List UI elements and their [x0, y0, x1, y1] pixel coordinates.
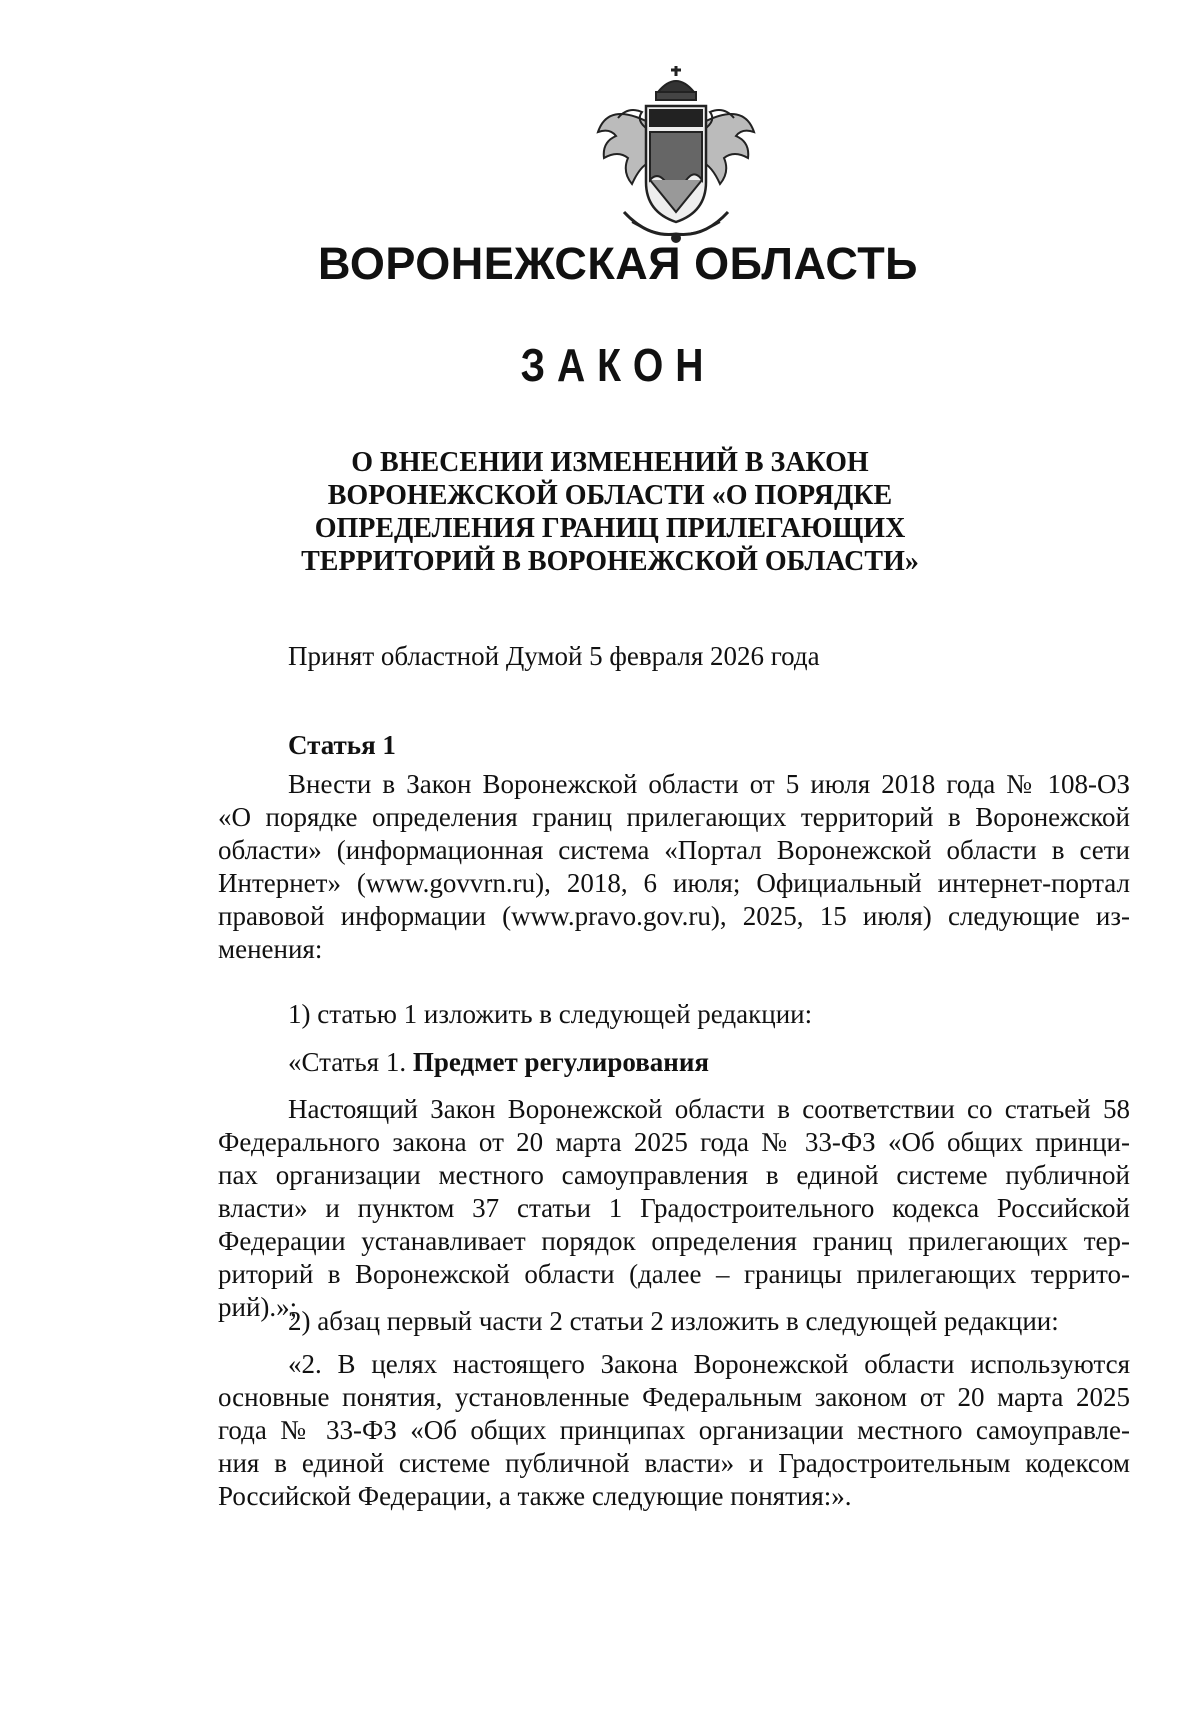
new-article-heading-prefix: «Статья 1.	[288, 1047, 413, 1077]
adoption-date-text: Принят областной Думой 5 февраля 2026 года	[288, 641, 820, 671]
subject-line: ТЕРРИТОРИЙ В ВОРОНЕЖСКОЙ ОБЛАСТИ»	[301, 546, 919, 577]
paragraph-line: Федерального закона от 20 марта 2025 года № 33-ФЗ «Об общих принци-	[218, 1127, 1130, 1157]
region-title: ВОРОНЕЖСКАЯ ОБЛАСТЬ	[317, 238, 919, 289]
amendment-item-1: 1) статью 1 изложить в следующей редакции:	[288, 999, 813, 1029]
paragraph-line: пах организации местного самоуправления в единой системе публичной	[218, 1160, 1130, 1190]
article-heading: Статья 1	[288, 730, 396, 760]
subject-line: ОПРЕДЕЛЕНИЯ ГРАНИЦ ПРИЛЕГАЮЩИХ	[314, 513, 906, 544]
paragraph-line: Интернет» (www.govvrn.ru), 2018, 6 июля; Официальный интернет-портал	[218, 868, 1130, 898]
paragraph-line: рий).»;	[218, 1292, 298, 1322]
paragraph-line: «2. В целях настоящего Закона Воронежской области используются	[288, 1349, 1130, 1379]
article-intro-paragraph	[218, 768, 1130, 966]
paragraph-line: Настоящий Закон Воронежской области в соответствии со статьей 58	[288, 1094, 1130, 1124]
paragraph-line: года № 33-ФЗ «Об общих принципах организации местного самоуправле-	[218, 1415, 1130, 1445]
law-subject-title	[10, 446, 1200, 578]
subject-line: ВОРОНЕЖСКОЙ ОБЛАСТИ «О ПОРЯДКЕ	[327, 480, 893, 511]
paragraph-line: ния в единой системе публичной власти» и Градостроительным кодексом	[218, 1448, 1130, 1478]
voronezh-coat-of-arms-icon	[588, 62, 764, 248]
paragraph-line: Внести в Закон Воронежской области от 5 июля 2018 года № 108-ОЗ	[288, 769, 1130, 799]
new-article-heading-title: Предмет регулирования	[412, 1047, 709, 1077]
new-article-text	[218, 1093, 1130, 1324]
paragraph-line: риторий в Воронежской области (далее – границы прилегающих террито-	[218, 1259, 1130, 1289]
paragraph-line: «О порядке определения границ прилегающих территорий в Воронежской	[218, 802, 1130, 832]
paragraph-line: власти» и пунктом 37 статьи 1 Градостроительного кодекса Российской	[218, 1193, 1130, 1223]
paragraph-line: области» (информационная система «Портал Воронежской области в сети	[218, 835, 1130, 865]
paragraph-line: Федерации устанавливает порядок определения границ прилегающих тер-	[218, 1226, 1130, 1256]
paragraph-line: Российской Федерации, а также следующие понятия:».	[218, 1481, 852, 1511]
document-type-title: ЗАКОН	[520, 339, 716, 391]
paragraph-line: менения:	[218, 934, 323, 964]
new-article-heading	[288, 1047, 709, 1078]
amended-part-text	[218, 1348, 1130, 1513]
paragraph-line: основные понятия, установленные Федеральным законом от 20 марта 2025	[218, 1382, 1130, 1412]
subject-line: О ВНЕСЕНИИ ИЗМЕНЕНИЙ В ЗАКОН	[351, 447, 869, 478]
amendment-item-2: 2) абзац первый части 2 статьи 2 изложить в следующей редакции:	[288, 1306, 1059, 1336]
paragraph-line: правовой информации (www.pravo.gov.ru), 2025, 15 июля) следующие из-	[218, 901, 1130, 931]
